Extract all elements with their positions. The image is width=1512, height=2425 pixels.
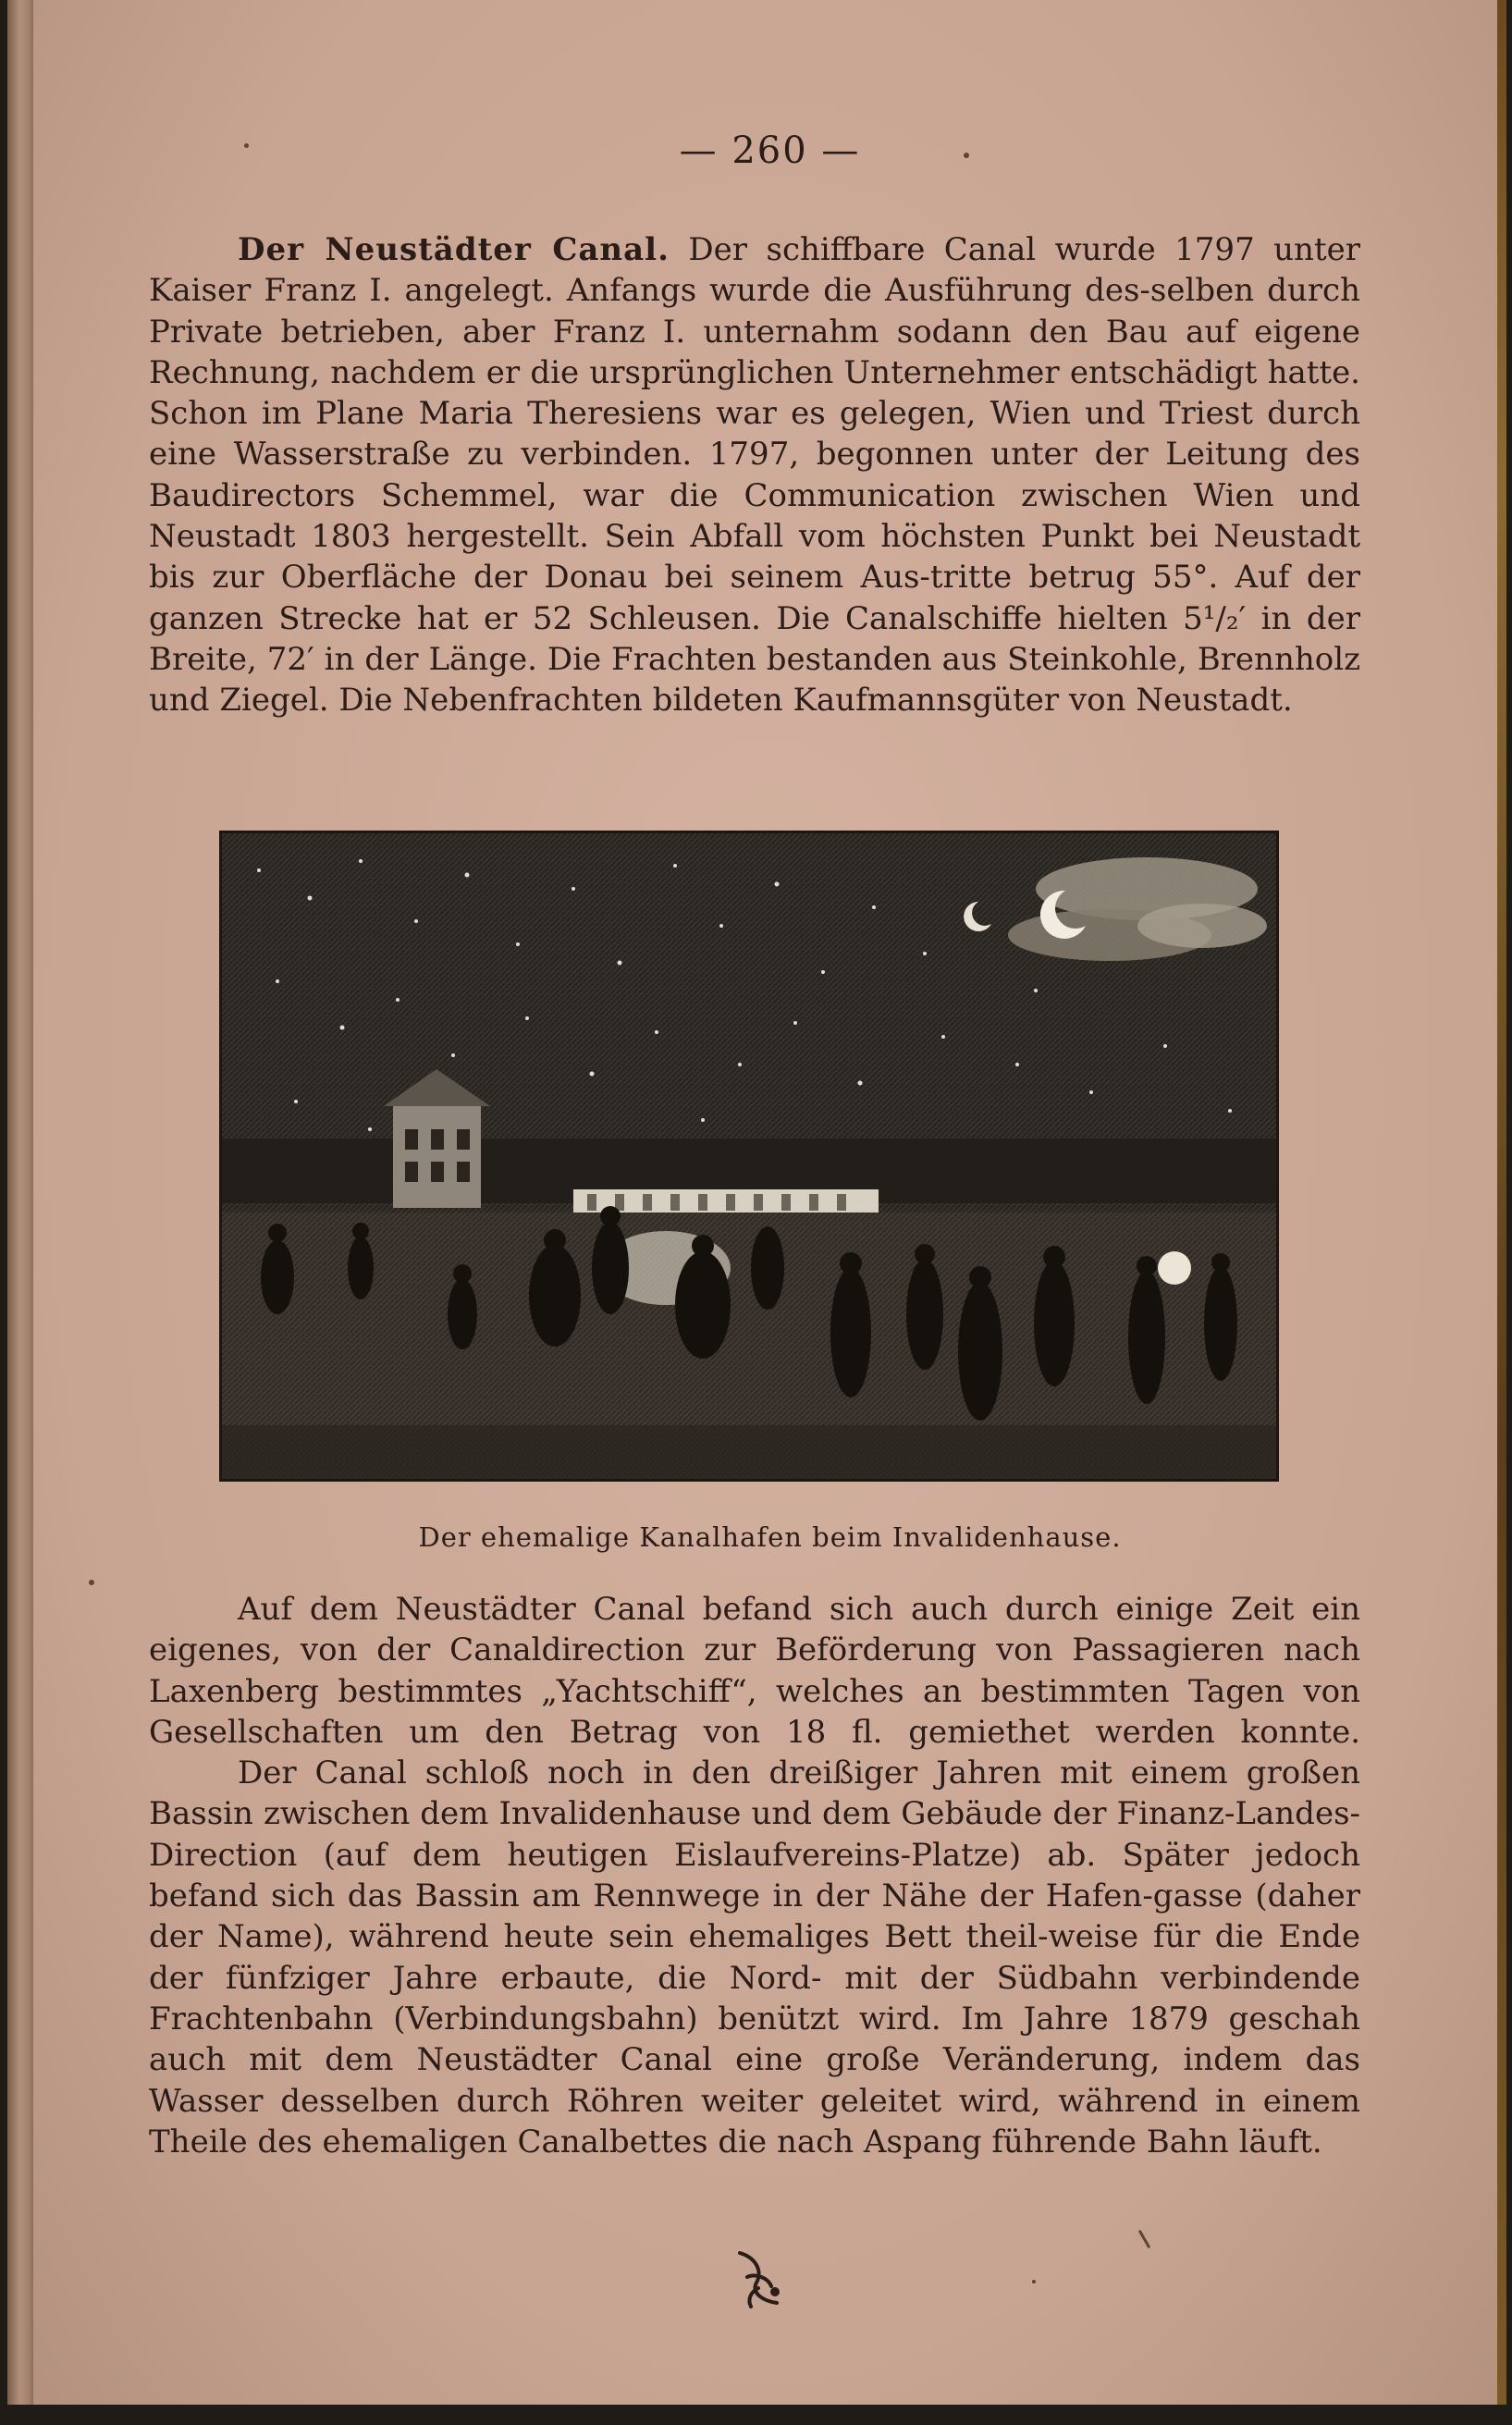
section-canal-history <box>149 1589 1360 2162</box>
fleuron-ornament-icon <box>731 2246 788 2310</box>
intro-paragraph <box>149 229 1360 721</box>
page-number: — 260 — <box>679 129 861 172</box>
paper-speck <box>244 143 249 148</box>
figure-caption: Der ehemalige Kanalhafen beim Invalidenhause. <box>418 1521 1122 1553</box>
night-harbour-engraving <box>222 833 1276 1479</box>
paper-speck <box>1032 2280 1036 2283</box>
paper-speck <box>964 153 969 158</box>
lantern <box>1158 1251 1191 1285</box>
paper-scratch <box>1138 2230 1151 2249</box>
canal-bassin-paragraph: Der Canal schloß noch in den dreißiger Jahren mit einem großen Bassin zwischen dem Invalidenhause und dem Gebäude der Finanz-Landes-Direction (auf dem heutigen Eislaufvereins-Platze) ab. Später jedoch befand sich das Bassin am Rennwege in der Nähe der Hafen-gasse (daher der Name), während heute sein ehemaliges Bett theil-weise für die Ende der fünfziger Jahre erbaute, die Nord- mit der Südbahn verbindende Frachtenbahn (Verbindungsbahn) benützt wird. Im Jahre 1879 geschah auch mit dem Neustädter Canal eine große Veränderung, indem das Wasser desselben durch Röhren weiter geleitet wird, während in einem Theile des ehemaligen Canalbettes die nach Aspang führende Bahn läuft. <box>149 1754 1360 2160</box>
paper-speck <box>89 1580 94 1585</box>
section-neustaedter-canal <box>149 229 1360 721</box>
section-heading: Der Neustädter Canal. <box>238 231 670 268</box>
passenger-yacht-paragraph: Auf dem Neustädter Canal befand sich auch durch einige Zeit ein eigenes, von der Canaldirection zur Beförderung von Passagieren nach Laxenberg bestimmtes „Yachtschiff“, welches an bestimmten Tagen von Gesellschaften um den Betrag von 18 fl. gemiethet werden konnte. <box>149 1591 1360 1751</box>
book-page <box>33 0 1506 2405</box>
engraving-illustration <box>219 831 1279 1482</box>
intro-body: Der schiffbare Canal wurde 1797 unter Kaiser Franz I. angelegt. Anfangs wurde die Ausführung des-selben durch Private betrieben, aber Franz I. unternahm sodann den Bau auf eigene Rechnung, nachdem er die ursprünglichen Unternehmer entschädigt hatte. Schon im Plane Maria Theresiens war es gelegen, Wien und Triest durch eine Wasserstraße zu verbinden. 1797, begonnen unter der Leitung des Baudirectors Schemmel, war die Communication zwischen Wien und Neustadt 1803 hergestellt. Sein Abfall vom höchsten Punkt bei Neustadt bis zur Oberfläche der Donau bei seinem Aus-tritte betrug 55°. Auf der ganzen Strecke hat er 52 Schleusen. Die Canalschiffe hielten 5¹/₂′ in der Breite, 72′ in der Länge. Die Frachten bestanden aus Steinkohle, Brennholz und Ziegel. Die Nebenfrachten bildeten Kaufmannsgüter von Neustadt. <box>149 231 1360 720</box>
gilt-edge <box>1497 0 1506 2405</box>
